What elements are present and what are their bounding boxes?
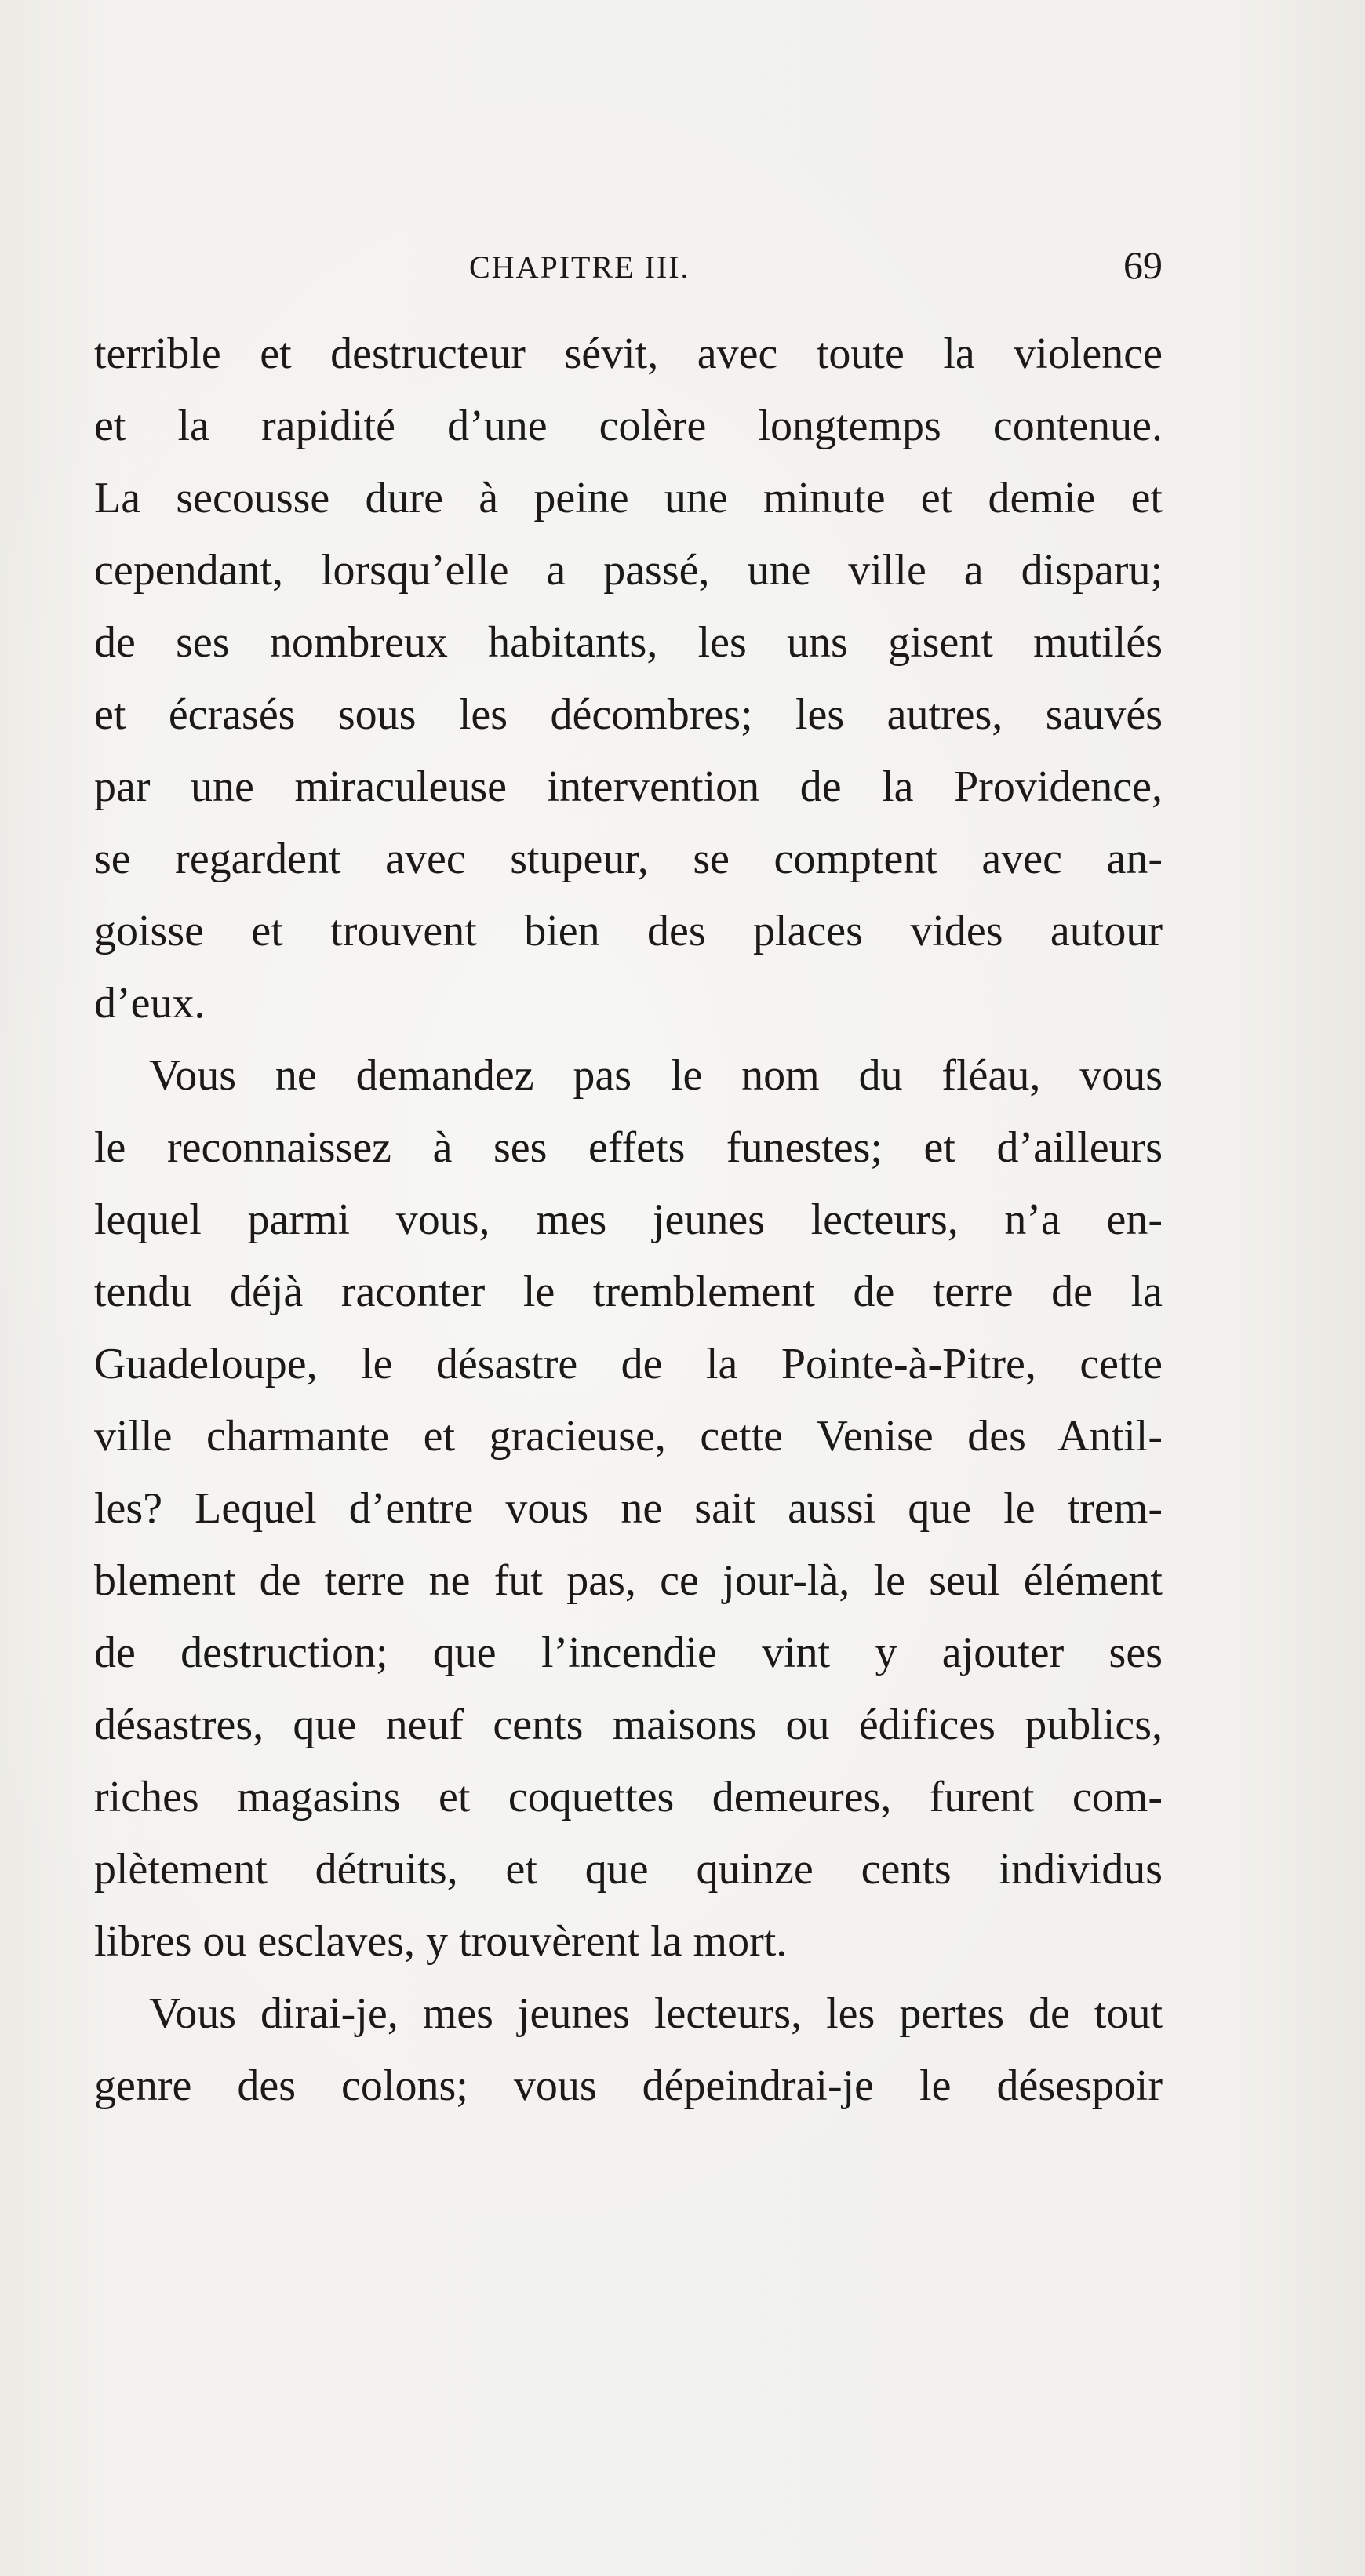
text-line: lequel parmi vous, mes jeunes lecteurs, n’a en-	[94, 1195, 1163, 1244]
text-line: les? Lequel d’entre vous ne sait aussi que le trem-	[94, 1484, 1163, 1533]
running-head	[94, 239, 1163, 294]
chapter-heading: CHAPITRE III.	[469, 249, 690, 285]
text-line: désastres, que neuf cents maisons ou édifices publics,	[94, 1701, 1163, 1749]
text-line: riches magasins et coquettes demeures, furent com-	[94, 1773, 1163, 1821]
text-line: d’eux.	[94, 979, 206, 1028]
page-number: 69	[1123, 243, 1163, 287]
text-line: le reconnaissez à ses effets funestes; et d’ailleurs	[94, 1123, 1163, 1172]
body-text	[94, 318, 1163, 2122]
text-line: et écrasés sous les décombres; les autres, sauvés	[94, 690, 1163, 739]
text-line: genre des colons; vous dépeindrai-je le désespoir	[94, 2061, 1163, 2110]
text-line: plètement détruits, et que quinze cents individus	[94, 1845, 1163, 1894]
text-line: cependant, lorsqu’elle a passé, une ville a disparu;	[94, 546, 1163, 595]
text-line: ville charmante et gracieuse, cette Venise des Antil-	[94, 1412, 1163, 1461]
text-line: terrible et destructeur sévit, avec toute la violence	[94, 329, 1163, 378]
text-line: La secousse dure à peine une minute et demie et	[94, 474, 1163, 522]
text-line: Vous dirai-je, mes jeunes lecteurs, les pertes de tout	[149, 1989, 1163, 2038]
text-line: Guadeloupe, le désastre de la Pointe-à-Pitre, cette	[94, 1340, 1163, 1388]
text-line: goisse et trouvent bien des places vides autour	[94, 907, 1163, 955]
text-line: Vous ne demandez pas le nom du fléau, vous	[149, 1051, 1163, 1100]
text-line: par une miraculeuse intervention de la Providence,	[94, 762, 1163, 811]
text-line: de destruction; que l’incendie vint y ajouter ses	[94, 1628, 1163, 1677]
text-line: de ses nombreux habitants, les uns gisent mutilés	[94, 618, 1163, 667]
text-line: se regardent avec stupeur, se comptent avec an-	[94, 835, 1163, 883]
text-line: et la rapidité d’une colère longtemps contenue.	[94, 402, 1163, 450]
text-line: libres ou esclaves, y trouvèrent la mort.	[94, 1917, 788, 1966]
text-line: tendu déjà raconter le tremblement de terre de la	[94, 1268, 1163, 1316]
text-line: blement de terre ne fut pas, ce jour-là, le seul élément	[94, 1556, 1163, 1605]
